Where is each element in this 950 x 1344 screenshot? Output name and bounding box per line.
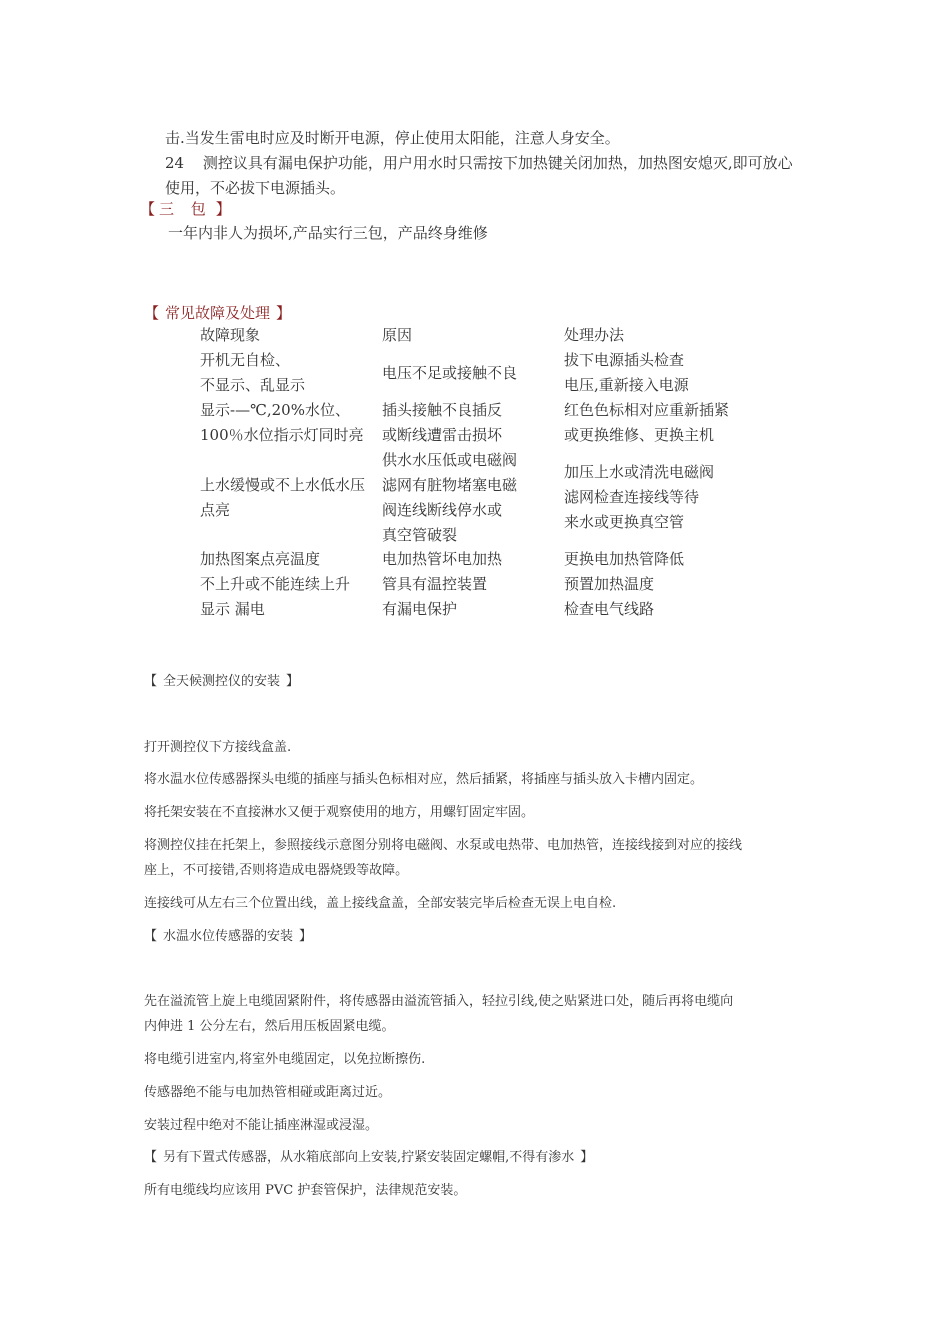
pvc-note: 所有电缆线均应该用 PVC 护套管保护，法律规范安装。 (144, 1183, 467, 1198)
intro-line-1: 击.当发生雷电时应及时断开电源，停止使用太阳能，注意人身安全。 (165, 129, 620, 147)
table-header-cause: 原因 (382, 326, 413, 344)
install-sensor-para-1: 先在溢流管上旋上电缆固紧附件，将传感器由溢流管插入，轻拉引线,使之贴紧进口处，随后再将电缆向 (144, 994, 734, 1009)
intro-item-24 (165, 152, 793, 173)
table-row-1-cause: 电压不足或接触不良 (382, 364, 518, 382)
table-row-2-symptom: 显示-—℃,20%水位、 100％水位指示灯同时亮 (200, 401, 364, 444)
table-row-1-fix: 拔下电源插头检查 电压,重新接入电源 (564, 351, 689, 394)
install-sensor-para-3: 传感器绝不能与电加热管相碰或距离过近。 (144, 1085, 392, 1100)
install-controller-para-4b: 座上，不可接错,否则将造成电器烧毁等故障。 (144, 863, 409, 878)
table-row-4-fix: 更换电加热管降低 预置加热温度 检查电气线路 (564, 550, 685, 618)
install-controller-heading: 【 全天候测控仪的安装 】 (144, 674, 300, 689)
intro-line-3: 使用，不必拔下电源插头。 (165, 179, 346, 197)
install-controller-para-4: 将测控仪挂在托架上，参照接线示意图分别将电磁阀、水泵或电热带、电加热管，连接线接到对应的接线 (144, 838, 743, 853)
install-controller-para-5: 连接线可从左右三个位置出线，盖上接线盒盖，全部安装完毕后检查无误上电自检. (144, 896, 617, 911)
bottom-sensor-heading: 【 另有下置式传感器，从水箱底部向上安装,拧紧安装固定螺帽,不得有渗水 】 (144, 1150, 594, 1165)
install-sensor-para-2: 将电缆引进室内,将室外电缆固定，以免拉断擦伤. (144, 1052, 426, 1067)
faults-heading: 【 常见故障及处理 】 (144, 304, 292, 322)
table-row-2-cause: 插头接触不良插反 或断线遭雷击损坏 (382, 401, 503, 444)
table-row-2-fix: 红色色标相对应重新插紧 或更换维修、更换主机 (564, 401, 730, 444)
table-row-3-symptom: 上水缓慢或不上水低水压 点亮 (200, 476, 366, 519)
install-controller-para-1: 打开测控仪下方接线盒盖. (144, 740, 292, 755)
warranty-text: 一年内非人为损坏,产品实行三包，产品终身维修 (168, 224, 488, 242)
warranty-heading: 【 三 包 】 (140, 200, 231, 218)
table-row-3-cause: 供水水压低或电磁阀 滤网有脏物堵塞电磁 阀连线断线停水或 真空管破裂 (382, 451, 518, 544)
table-row-1-symptom: 开机无自检、 不显示、乱显示 (200, 351, 306, 394)
table-header-symptom: 故障现象 (200, 326, 261, 344)
table-row-4-cause: 电加热管坏电加热 管具有温控装置 有漏电保护 (382, 550, 503, 618)
install-controller-para-2: 将水温水位传感器探头电缆的插座与插头色标相对应，然后插紧，将插座与插头放入卡槽内固定。 (144, 772, 704, 787)
table-header-fix: 处理办法 (564, 326, 625, 344)
item-number: 24 (165, 154, 185, 172)
item-text: 测控议具有漏电保护功能，用户用水时只需按下加热键关闭加热，加热图安熄灭,即可放心 (202, 154, 793, 172)
install-sensor-para-4: 安装过程中绝对不能让插座淋湿或浸湿。 (144, 1118, 379, 1133)
install-sensor-heading: 【 水温水位传感器的安装 】 (144, 929, 313, 944)
install-controller-para-3: 将托架安装在不直接淋水又便于观察使用的地方，用螺钉固定牢固。 (144, 805, 535, 820)
table-row-4-symptom: 加热图案点亮温度 不上升或不能连续上升 显示 漏电 (200, 550, 351, 618)
install-sensor-para-1b: 内伸进 1 公分左右，然后用压板固紧电缆。 (144, 1019, 395, 1034)
table-row-3-fix: 加压上水或清洗电磁阀 滤网检查连接线等待 来水或更换真空管 (564, 463, 715, 531)
